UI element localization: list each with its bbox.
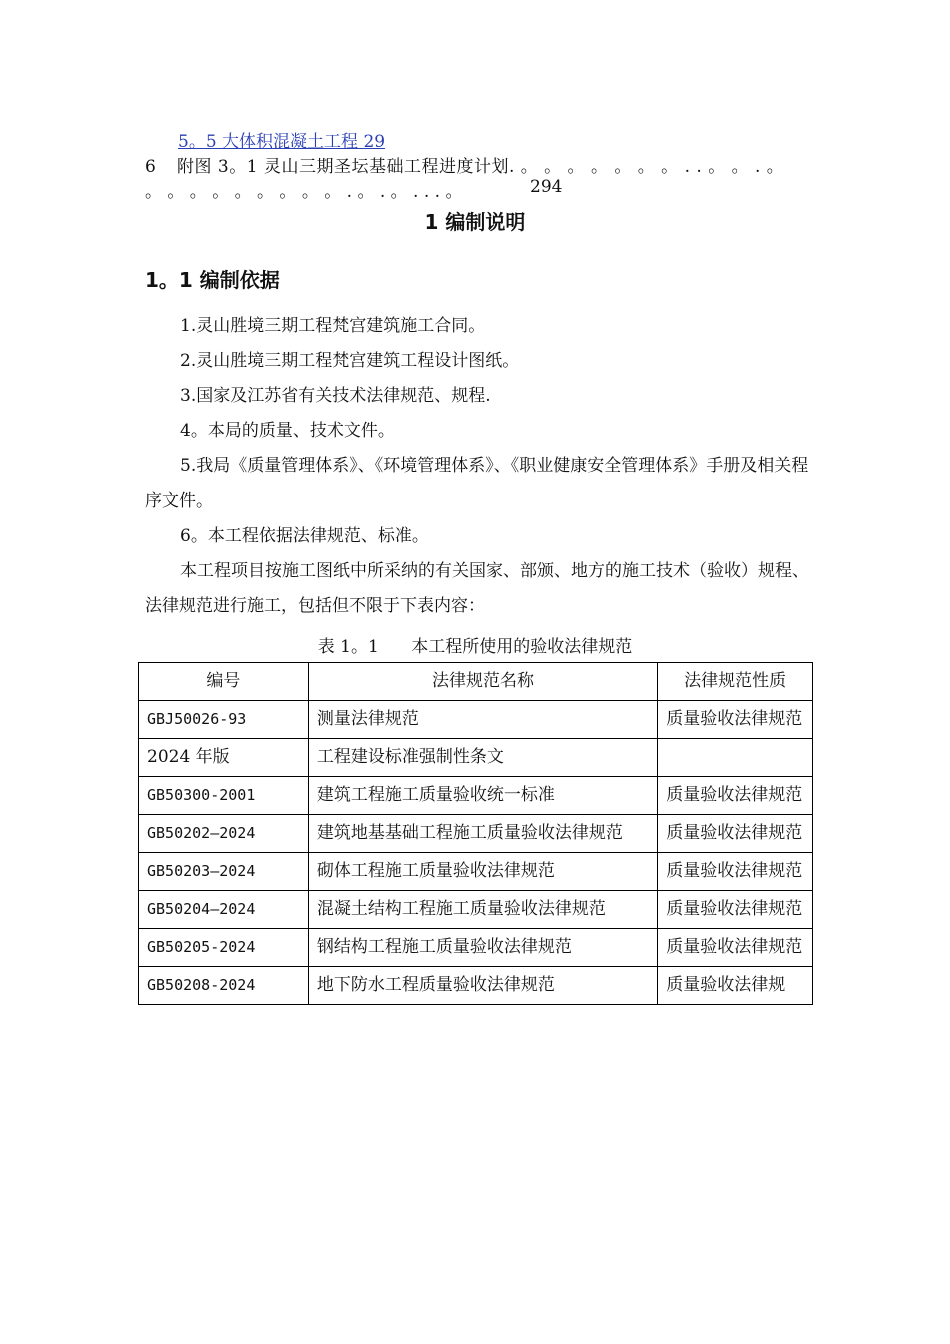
subsection-heading: 1。1 编制依据: [145, 268, 280, 292]
cell-type: 质量验收法律规范: [658, 777, 813, 815]
cell-code: 2024 年版: [139, 739, 309, 777]
cell-type: 质量验收法律规范: [658, 929, 813, 967]
cell-type: 质量验收法律规范: [658, 815, 813, 853]
toc-entry: [145, 152, 784, 177]
toc-entry-dots: 。 。 。 。 。 。 。 。 。 . 。 . 。 . . . 。: [145, 182, 463, 202]
cell-name: 砌体工程施工质量验收法律规范: [308, 853, 657, 891]
cell-name: 建筑工程施工质量验收统一标准: [308, 777, 657, 815]
header-code: 编号: [139, 663, 309, 701]
cell-code: GBJ50026-93: [139, 701, 309, 739]
table-row: [139, 891, 813, 929]
cell-type: [658, 739, 813, 777]
table-row: [139, 929, 813, 967]
cell-name: 建筑地基基础工程施工质量验收法律规范: [308, 815, 657, 853]
basis-item-6: 6。本工程依据法律规范、标准。: [180, 526, 429, 546]
cell-code: GB50202—2024: [139, 815, 309, 853]
cell-code: GB50300-2001: [139, 777, 309, 815]
cell-name: 地下防水工程质量验收法律规范: [308, 967, 657, 1005]
cell-name: 测量法律规范: [308, 701, 657, 739]
table-row: [139, 739, 813, 777]
toc-entry-text: 附图 3。1 灵山三期圣坛基础工程进度计划. 。 。 。 。 。 。 。 . . 。 。 . 。: [177, 157, 785, 177]
cell-name: 钢结构工程施工质量验收法律规范: [308, 929, 657, 967]
basis-item-4: 4。本局的质量、技术文件。: [180, 421, 395, 441]
table-header-row: [139, 663, 813, 701]
standards-table: [138, 662, 813, 1005]
section-heading: 1 编制说明: [424, 210, 526, 234]
cell-code: GB50205-2024: [139, 929, 309, 967]
cell-name: 工程建设标准强制性条文: [308, 739, 657, 777]
basis-item-5: 5.我局《质量管理体系》、《环境管理体系》、《职业健康安全管理体系》手册及相关程序文件。: [145, 456, 809, 511]
table-row: [139, 777, 813, 815]
table-row: [139, 815, 813, 853]
header-type: 法律规范性质: [658, 663, 813, 701]
toc-link-mass-concrete[interactable]: 5。5 大体积混凝土工程 29: [178, 132, 386, 152]
basis-item-3: 3.国家及江苏省有关技术法律规范、规程.: [180, 386, 491, 406]
basis-item-1: 1.灵山胜境三期工程梵宫建筑施工合同。: [180, 316, 486, 336]
basis-intro-paragraph: 本工程项目按施工图纸中所采纳的有关国家、部颁、地方的施工技术（验收）规程、法律规范进行施工，包括但不限于下表内容：: [145, 561, 809, 616]
cell-type: 质量验收法律规: [658, 967, 813, 1005]
table-row: [139, 967, 813, 1005]
cell-code: GB50203—2024: [139, 853, 309, 891]
toc-entry-continuation: [145, 177, 563, 202]
cell-type: 质量验收法律规范: [658, 853, 813, 891]
cell-name: 混凝土结构工程施工质量验收法律规范: [308, 891, 657, 929]
cell-type: 质量验收法律规范: [658, 891, 813, 929]
toc-entry-page: 294: [530, 177, 563, 197]
cell-code: GB50208-2024: [139, 967, 309, 1005]
table-caption: 表 1。1 本工程所使用的验收法律规范: [317, 637, 633, 657]
basis-item-2: 2.灵山胜境三期工程梵宫建筑工程设计图纸。: [180, 351, 520, 371]
cell-code: GB50204—2024: [139, 891, 309, 929]
cell-type: 质量验收法律规范: [658, 701, 813, 739]
toc-entry-number: 6: [145, 157, 157, 177]
table-row: [139, 701, 813, 739]
table-row: [139, 853, 813, 891]
header-name: 法律规范名称: [308, 663, 657, 701]
